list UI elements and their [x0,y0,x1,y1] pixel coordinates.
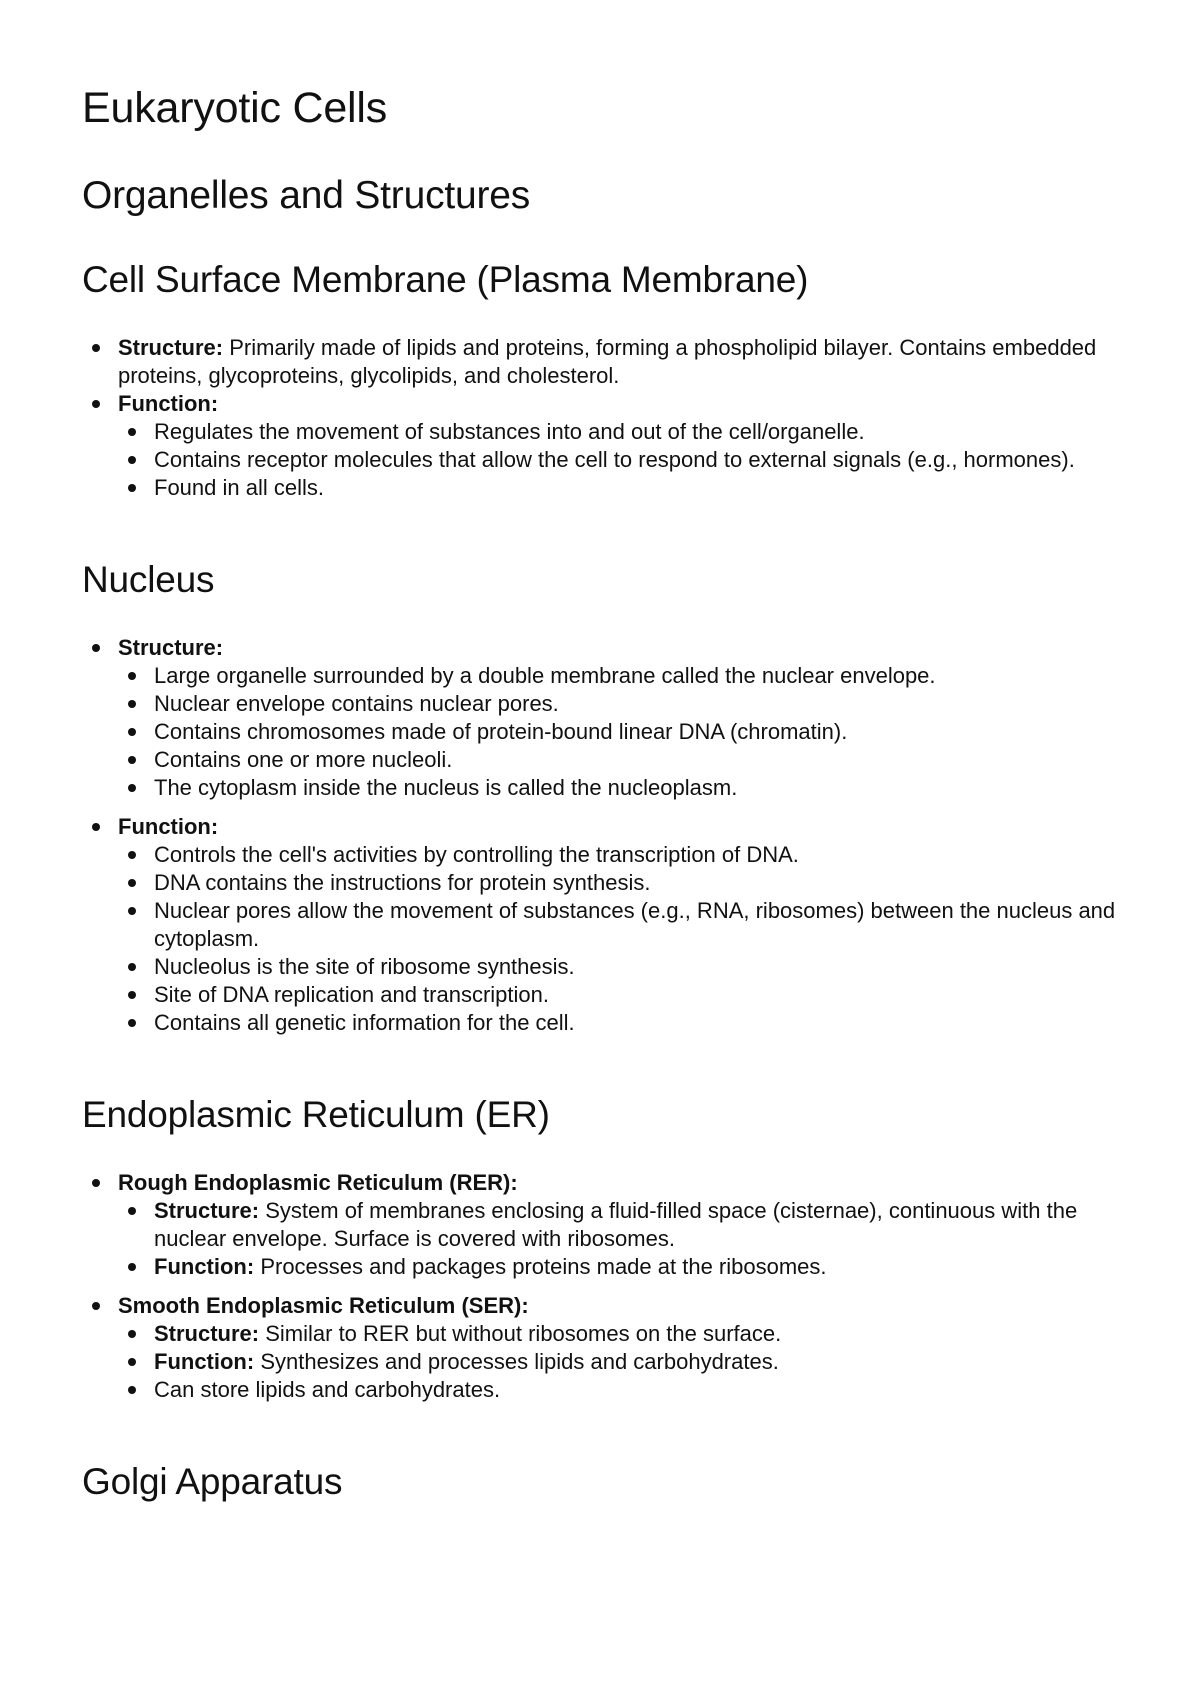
rer-list [118,1197,1122,1281]
nucleus-list [82,634,1122,1037]
structure-label: Structure: [118,335,224,360]
structure-label: Structure: [154,1198,260,1223]
list-item: Nuclear envelope contains nuclear pores. [118,690,1122,718]
ser-label: Smooth Endoplasmic Reticulum (SER): [118,1293,529,1318]
document-content [82,78,1122,1560]
membrane-list [82,334,1122,502]
list-item: Contains receptor molecules that allow the cell to respond to external signals (e.g., hormones). [118,446,1122,474]
structure-label: Structure: [118,635,224,660]
list-item: DNA contains the instructions for protein synthesis. [118,869,1122,897]
document-title: Eukaryotic Cells [82,84,388,132]
document-subtitle: Organelles and Structures [82,174,531,217]
nucleus-structure-list [118,662,1122,802]
section-nucleus [82,554,1122,1037]
structure-label: Structure: [154,1321,260,1346]
structure-text: Similar to RER but without ribosomes on the surface. [259,1321,782,1346]
list-item [118,1320,1122,1348]
list-item [82,334,1122,390]
er-list [82,1169,1122,1404]
list-item: Nucleolus is the site of ribosome synthesis. [118,953,1122,981]
rer-label: Rough Endoplasmic Reticulum (RER): [118,1170,518,1195]
list-item [82,813,1122,1037]
function-label: Function: [118,814,219,839]
ser-list [118,1320,1122,1404]
section-heading: Golgi Apparatus [82,1461,343,1502]
list-item [118,1253,1122,1281]
list-item [82,1292,1122,1404]
list-item: Contains chromosomes made of protein-bound linear DNA (chromatin). [118,718,1122,746]
function-label: Function: [118,391,219,416]
section-golgi [82,1456,1122,1508]
function-label: Function: [154,1349,255,1374]
function-text: Synthesizes and processes lipids and carbohydrates. [254,1349,779,1374]
section-heading: Endoplasmic Reticulum (ER) [82,1094,550,1135]
section-heading: Nucleus [82,559,215,600]
list-item: Can store lipids and carbohydrates. [118,1376,1122,1404]
list-item [118,1348,1122,1376]
list-item: Found in all cells. [118,474,1122,502]
membrane-function-list [118,418,1122,502]
list-item: Large organelle surrounded by a double membrane called the nuclear envelope. [118,662,1122,690]
list-item [82,390,1122,502]
function-text: Processes and packages proteins made at the ribosomes. [254,1254,827,1279]
list-item [118,1197,1122,1253]
list-item: Site of DNA replication and transcription. [118,981,1122,1009]
list-item: Contains one or more nucleoli. [118,746,1122,774]
list-item [82,1169,1122,1281]
section-cell-membrane [82,254,1122,502]
section-endoplasmic-reticulum [82,1089,1122,1404]
list-item [82,634,1122,802]
structure-text: Primarily made of lipids and proteins, forming a phospholipid bilayer. Contains embedded proteins, glycoproteins, glycolipids, and cholesterol. [118,335,1097,388]
list-item: Contains all genetic information for the cell. [118,1009,1122,1037]
nucleus-function-list [118,841,1122,1037]
list-item: Nuclear pores allow the movement of substances (e.g., RNA, ribosomes) between the nucleus and cytoplasm. [118,897,1122,953]
list-item: Controls the cell's activities by controlling the transcription of DNA. [118,841,1122,869]
function-label: Function: [154,1254,255,1279]
section-heading: Cell Surface Membrane (Plasma Membrane) [82,259,809,300]
list-item: Regulates the movement of substances into and out of the cell/organelle. [118,418,1122,446]
structure-text: System of membranes enclosing a fluid-filled space (cisternae), continuous with the nuclear envelope. Surface is covered with ribosomes. [154,1198,1078,1251]
list-item: The cytoplasm inside the nucleus is called the nucleoplasm. [118,774,1122,802]
